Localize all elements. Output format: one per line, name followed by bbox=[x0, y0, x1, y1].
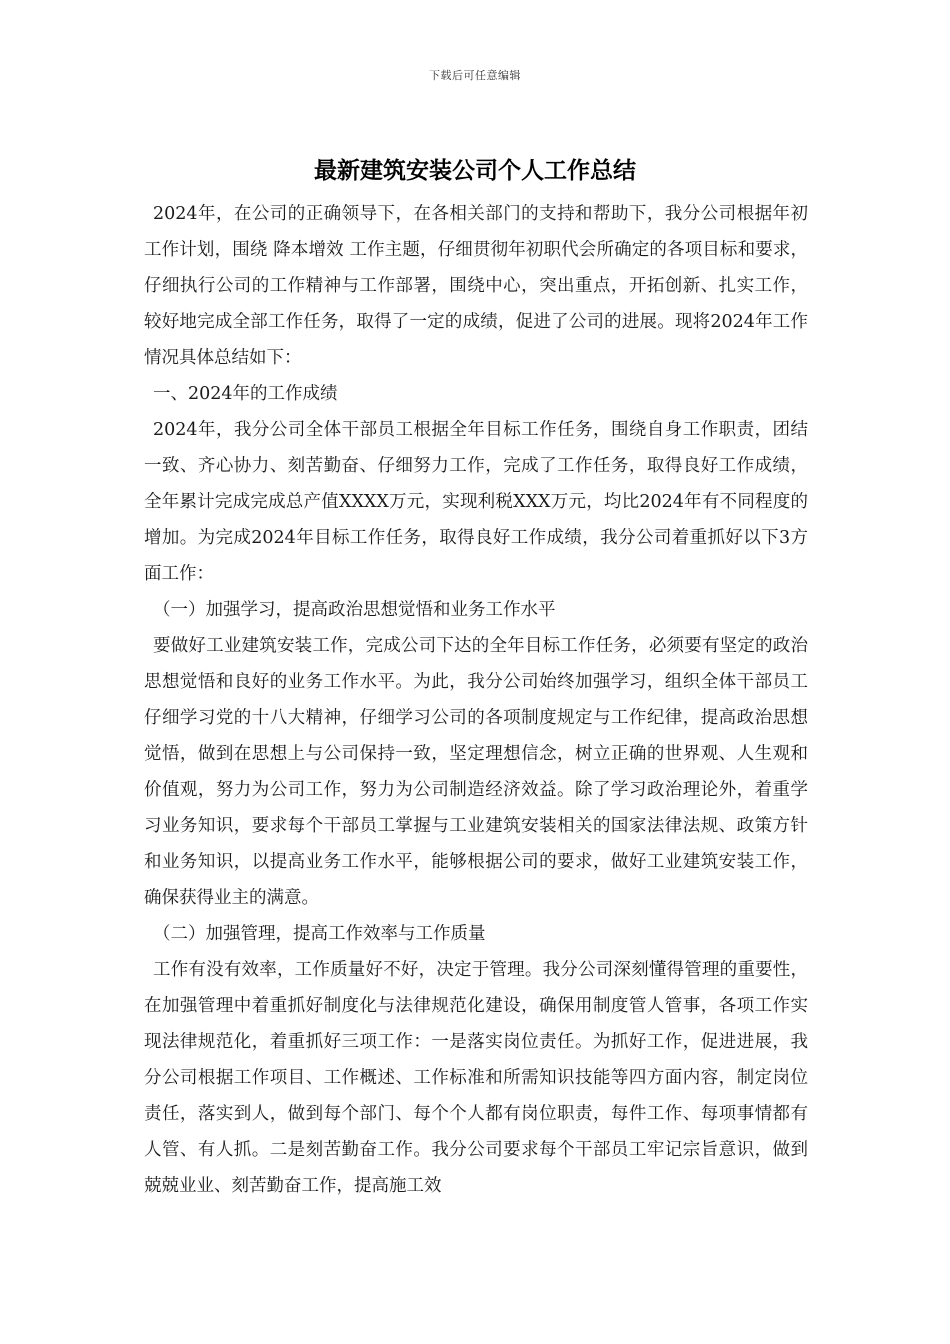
section-heading-1: 一、2024年的工作成绩 bbox=[153, 384, 338, 404]
subsection-heading-1: （一）加强学习，提高政治思想觉悟和业务工作水平 bbox=[153, 600, 556, 620]
paragraph-intro: 2024年，在公司的正确领导下，在各相关部门的支持和帮助下，我分公司根据年初工作计划，围绕 降本增效 工作主题，仔细贯彻年初职代会所确定的各项目标和要求，仔细执行公司的工作精神与工作部署，围绕中心，突出重点，开拓创新、扎实工作，较好地完成全部工作任务，取得了一定的成绩，促进了公司的进展。现将2024年工作情况具体总结如下： bbox=[144, 204, 808, 368]
subsection-heading-2: （二）加强管理，提高工作效率与工作质量 bbox=[153, 924, 486, 944]
document-body bbox=[144, 196, 808, 1204]
paragraph-study: 要做好工业建筑安装工作，完成公司下达的全年目标工作任务，必须要有坚定的政治思想觉悟和良好的业务工作水平。为此，我分公司始终加强学习，组织全体干部员工仔细学习党的十八大精神，仔细学习公司的各项制度规定与工作纪律，提高政治思想觉悟，做到在思想上与公司保持一致，坚定理想信念，树立正确的世界观、人生观和价值观，努力为公司工作，努力为公司制造经济效益。除了学习政治理论外，着重学习业务知识，要求每个干部员工掌握与工业建筑安装相关的国家法律法规、政策方针和业务知识，以提高业务工作水平，能够根据公司的要求，做好工业建筑安装工作，确保获得业主的满意。 bbox=[144, 636, 808, 908]
paragraph-achievements: 2024年，我分公司全体干部员工根据全年目标工作任务，围绕自身工作职责，团结一致、齐心协力、刻苦勤奋、仔细努力工作，完成了工作任务，取得良好工作成绩，全年累计完成完成总产值XXXX万元，实现利税XXX万元，均比2024年有不同程度的增加。为完成2024年目标工作任务，取得良好工作成绩，我分公司着重抓好以下3方面工作： bbox=[144, 420, 808, 584]
paragraph-management: 工作有没有效率，工作质量好不好，决定于管理。我分公司深刻懂得管理的重要性，在加强管理中着重抓好制度化与法律规范化建设，确保用制度管人管事，各项工作实现法律规范化，着重抓好三项工作：一是落实岗位责任。为抓好工作，促进进展，我分公司根据工作项目、工作概述、工作标准和所需知识技能等四方面内容，制定岗位责任，落实到人，做到每个部门、每个个人都有岗位职责，每件工作、每项事情都有人管、有人抓。二是刻苦勤奋工作。我分公司要求每个干部员工牢记宗旨意识，做到兢兢业业、刻苦勤奋工作，提高施工效 bbox=[144, 960, 808, 1196]
document-title: 最新建筑安装公司个人工作总结 bbox=[314, 157, 636, 184]
header-note: 下载后可任意编辑 bbox=[429, 69, 521, 82]
